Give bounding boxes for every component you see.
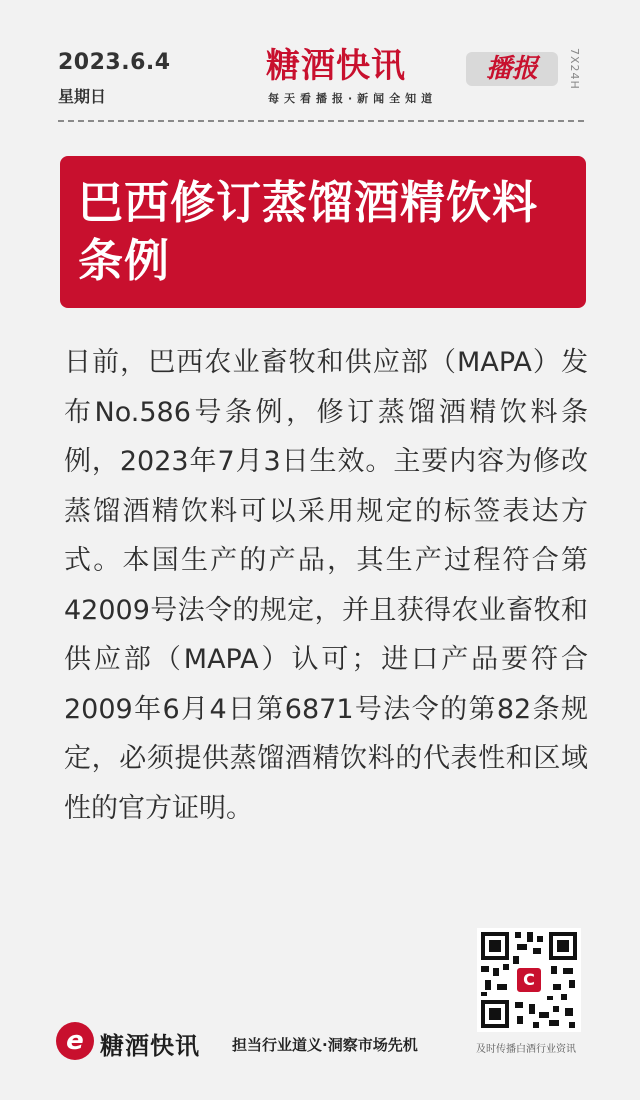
- brand-title: 糖酒快讯: [266, 46, 406, 86]
- article-body: 日前，巴西农业畜牧和供应部（MAPA）发布No.586号条例，修订蒸馏酒精饮料条例，2023年7月3日生效。主要内容为修改蒸馏酒精饮料可以采用规定的标签表达方式。本国生产的产品，其生产过程符合第42009号法令的规定，并且获得农业畜牧和供应部（MAPA）认可；进口产品要符合2009年6月4日第6871号法令的第82条规定，必须提供蒸馏酒精饮料的代表性和区域性的官方证明。: [64, 347, 588, 824]
- date: 2023.6.4: [58, 50, 171, 75]
- brand-tag: 播报: [466, 52, 558, 86]
- brand-logo-icon: e: [56, 1022, 94, 1060]
- brand-slogan: 每天看播报·新闻全知道: [268, 92, 438, 105]
- qr-center-logo: C: [515, 966, 543, 994]
- qr-code[interactable]: [477, 928, 581, 1032]
- footer-note: 及时传播白酒行业资讯: [476, 1044, 576, 1055]
- footer-slogan: 担当行业道义·洞察市场先机: [232, 1036, 418, 1054]
- side-code: 7X24H: [568, 48, 581, 90]
- dashed-divider: [58, 120, 584, 122]
- weekday: 星期日: [58, 87, 107, 106]
- title-banner: [60, 156, 586, 308]
- header: [58, 44, 588, 114]
- footer-brand: 糖酒快讯: [100, 1032, 200, 1060]
- footer: [56, 1020, 586, 1070]
- article-title: 巴西修订蒸馏酒精饮料条例: [78, 176, 539, 287]
